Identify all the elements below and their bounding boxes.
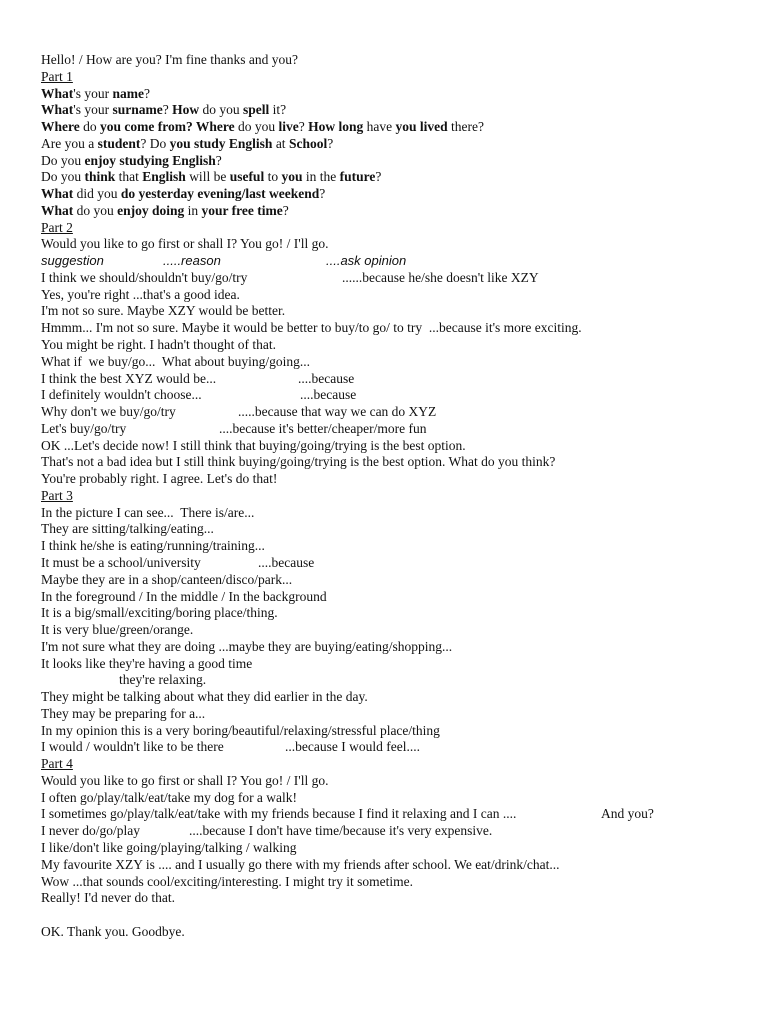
- text-run: will be: [185, 169, 230, 185]
- line-text: I sometimes go/play/talk/eat/take with my friends because I find it relaxing and I can ....: [41, 806, 517, 822]
- part2-line: [41, 320, 756, 337]
- part3-line: [41, 639, 756, 656]
- part1-lines: [41, 86, 756, 220]
- text-run: you lived: [395, 119, 448, 135]
- blank-line: [41, 907, 756, 924]
- part3-line: [41, 689, 756, 706]
- part4-line: [41, 874, 756, 891]
- line-continuation: ....because it's better/cheaper/more fun: [219, 420, 427, 436]
- closing-line: OK. Thank you. Goodbye.: [41, 923, 185, 939]
- line-text: I'm not sure what they are doing ...maybe they are buying/eating/shopping...: [41, 638, 453, 654]
- part4-line: [41, 823, 756, 840]
- part1-question: [41, 186, 756, 203]
- line-text: Let's buy/go/try: [41, 420, 127, 436]
- line-text: Really! I'd never do that.: [41, 890, 176, 906]
- part3-line: [41, 723, 756, 740]
- part2-line: [41, 438, 756, 455]
- text-run: ? Do: [140, 135, 170, 151]
- text-run: that: [115, 169, 143, 185]
- text-run: do: [79, 119, 100, 135]
- part1-question: [41, 153, 756, 170]
- line-text: I often go/play/talk/eat/take my dog for a walk!: [41, 789, 298, 805]
- part3-heading: Part 3: [41, 487, 73, 503]
- text-run: What: [41, 202, 74, 218]
- part3-line: [41, 505, 756, 522]
- part2-opener: Would you like to go first or shall I? You go! / I'll go.: [41, 236, 329, 252]
- part3-line: [41, 555, 756, 572]
- intro-line: Hello! / How are you? I'm fine thanks and you?: [41, 52, 298, 67]
- line-text: It looks like they're having a good time: [41, 655, 253, 671]
- part3-line: [41, 589, 756, 606]
- text-run: Where: [41, 119, 80, 135]
- text-run: live: [278, 119, 299, 135]
- line-text: Yes, you're right ...that's a good idea.: [41, 286, 240, 302]
- line-text: It is a big/small/exciting/boring place/thing.: [41, 605, 278, 621]
- text-run: do yesterday evening/last weekend: [120, 186, 320, 202]
- line-continuation: ......because he/she doesn't like XZY: [342, 269, 539, 285]
- text-run: Do you: [41, 169, 85, 185]
- part2-line: [41, 471, 756, 488]
- text-run: What: [41, 102, 74, 118]
- text-run: future: [339, 169, 376, 185]
- line-text: I think we should/shouldn't buy/go/try: [41, 269, 248, 285]
- line-text: I definitely wouldn't choose...: [41, 387, 202, 403]
- text-run: it?: [269, 102, 287, 118]
- text-run: do you: [234, 119, 279, 135]
- part4-lines: [41, 773, 756, 907]
- part1-heading: Part 1: [41, 68, 73, 84]
- line-continuation: ....because: [300, 387, 357, 403]
- part2-line: [41, 371, 756, 388]
- text-run: name: [112, 85, 144, 101]
- part4-line: [41, 773, 756, 790]
- text-run: to: [264, 169, 282, 185]
- line-text: In the picture I can see... There is/are...: [41, 504, 255, 520]
- line-text: My favourite XZY is .... and I usually go there with my friends after school. We eat/drink/chat...: [41, 856, 560, 872]
- text-run: useful: [229, 169, 265, 185]
- part3-line: [41, 672, 756, 689]
- part3-line: [41, 706, 756, 723]
- part3-line: [41, 656, 756, 673]
- line-text: What if we buy/go... What about buying/going...: [41, 353, 310, 369]
- text-run: there?: [447, 119, 484, 135]
- line-text: I would / wouldn't like to be there: [41, 739, 224, 755]
- text-run: ?: [143, 85, 150, 101]
- line-text: OK ...Let's decide now! I still think that buying/going/trying is the best option.: [41, 437, 466, 453]
- line-text: They may be preparing for a...: [41, 705, 206, 721]
- suggestion-label: suggestion: [41, 253, 104, 269]
- text-run: ?: [327, 135, 334, 151]
- line-text: Why don't we buy/go/try: [41, 404, 176, 420]
- text-run: in: [184, 202, 202, 218]
- text-run: ?: [319, 186, 326, 202]
- line-continuation: ...because I would feel....: [285, 739, 420, 755]
- line-text: Hmmm... I'm not so sure. Maybe it would be better to buy/to go/ to try ...because it's more exciting.: [41, 320, 582, 336]
- part3-lines: [41, 505, 756, 756]
- part3-line: [41, 521, 756, 538]
- text-run: surname: [112, 102, 163, 118]
- part4-line: [41, 790, 756, 807]
- text-run: you: [281, 169, 303, 185]
- part4-line: [41, 890, 756, 907]
- line-text: I think the best XYZ would be...: [41, 370, 217, 386]
- part1-question: [41, 102, 756, 119]
- part3-line: [41, 538, 756, 555]
- part2-lines: [41, 270, 756, 488]
- part2-line: [41, 270, 756, 287]
- line-text: I like/don't like going/playing/talking / walking: [41, 839, 297, 855]
- line-text: That's not a bad idea but I still think buying/going/trying is the best option. What do you think?: [41, 454, 556, 470]
- text-run: you study English: [169, 135, 273, 151]
- line-text: In the foreground / In the middle / In the background: [41, 588, 327, 604]
- part2-line: [41, 404, 756, 421]
- part2-line: [41, 421, 756, 438]
- document-body: [41, 52, 756, 941]
- part2-label-row: [41, 253, 756, 270]
- line-text: You might be right. I hadn't thought of that.: [41, 337, 277, 353]
- line-continuation: ....because: [258, 554, 315, 570]
- part1-question: [41, 203, 756, 220]
- line-text: They are sitting/talking/eating...: [41, 521, 214, 537]
- part1-question: [41, 86, 756, 103]
- part2-line: [41, 287, 756, 304]
- line-text: It must be a school/university: [41, 554, 201, 570]
- line-text: I never do/go/play: [41, 823, 140, 839]
- text-run: ?: [298, 119, 309, 135]
- text-run: Do you: [41, 152, 85, 168]
- part4-line: [41, 840, 756, 857]
- line-text: I'm not so sure. Maybe XZY would be better.: [41, 303, 286, 319]
- part2-line: [41, 387, 756, 404]
- line-text: It is very blue/green/orange.: [41, 622, 194, 638]
- text-run: How: [172, 102, 200, 118]
- text-run: your free time: [201, 202, 283, 218]
- text-run: spell: [242, 102, 270, 118]
- line-text: Maybe they are in a shop/canteen/disco/park...: [41, 571, 293, 587]
- text-run: ?: [282, 202, 289, 218]
- text-run: School: [288, 135, 328, 151]
- line-continuation: .....because that way we can do XYZ: [238, 404, 437, 420]
- part3-line: [41, 605, 756, 622]
- part4-heading: Part 4: [41, 756, 73, 772]
- text-run: have: [363, 119, 396, 135]
- text-run: Are you a: [41, 135, 98, 151]
- line-text: Would you like to go first or shall I? You go! / I'll go.: [41, 772, 329, 788]
- part1-question: [41, 119, 756, 136]
- text-run: in the: [302, 169, 340, 185]
- line-continuation: ....because: [298, 370, 355, 386]
- part3-line: [41, 739, 756, 756]
- part1-question: [41, 169, 756, 186]
- part2-heading: Part 2: [41, 219, 73, 235]
- part1-question: [41, 136, 756, 153]
- text-run: you come from? Where: [100, 119, 235, 135]
- line-text: I think he/she is eating/running/training...: [41, 538, 265, 554]
- text-run: ?: [215, 152, 222, 168]
- ask-opinion-label: ....ask opinion: [326, 253, 407, 269]
- text-run: ?: [375, 169, 382, 185]
- part3-line: [41, 572, 756, 589]
- part4-line: [41, 806, 756, 823]
- line-text: They might be talking about what they did earlier in the day.: [41, 689, 368, 705]
- line-text: Wow ...that sounds cool/exciting/interesting. I might try it sometime.: [41, 873, 413, 889]
- line-continuation: ....because I don't have time/because it's very expensive.: [189, 823, 493, 839]
- text-run: do you: [199, 102, 243, 118]
- text-run: think: [84, 169, 116, 185]
- part2-line: [41, 354, 756, 371]
- line-continuation: And you?: [601, 806, 654, 822]
- line-text: You're probably right. I agree. Let's do that!: [41, 471, 278, 487]
- text-run: did you: [73, 186, 121, 202]
- line-text: they're relaxing.: [119, 672, 207, 688]
- text-run: 's your: [73, 102, 113, 118]
- text-run: at: [272, 135, 289, 151]
- text-run: ?: [162, 102, 173, 118]
- text-run: enjoy doing: [117, 202, 185, 218]
- text-run: What: [41, 85, 74, 101]
- part3-line: [41, 622, 756, 639]
- part2-line: [41, 337, 756, 354]
- text-run: 's your: [73, 85, 113, 101]
- part2-line: [41, 454, 756, 471]
- reason-label: .....reason: [163, 253, 221, 269]
- text-run: student: [97, 135, 141, 151]
- part2-line: [41, 303, 756, 320]
- part4-line: [41, 857, 756, 874]
- text-run: do you: [73, 202, 118, 218]
- text-run: How long: [308, 119, 364, 135]
- text-run: English: [142, 169, 186, 185]
- text-run: What: [41, 186, 74, 202]
- text-run: enjoy studying English: [84, 152, 216, 168]
- line-text: In my opinion this is a very boring/beautiful/relaxing/stressful place/thing: [41, 722, 440, 738]
